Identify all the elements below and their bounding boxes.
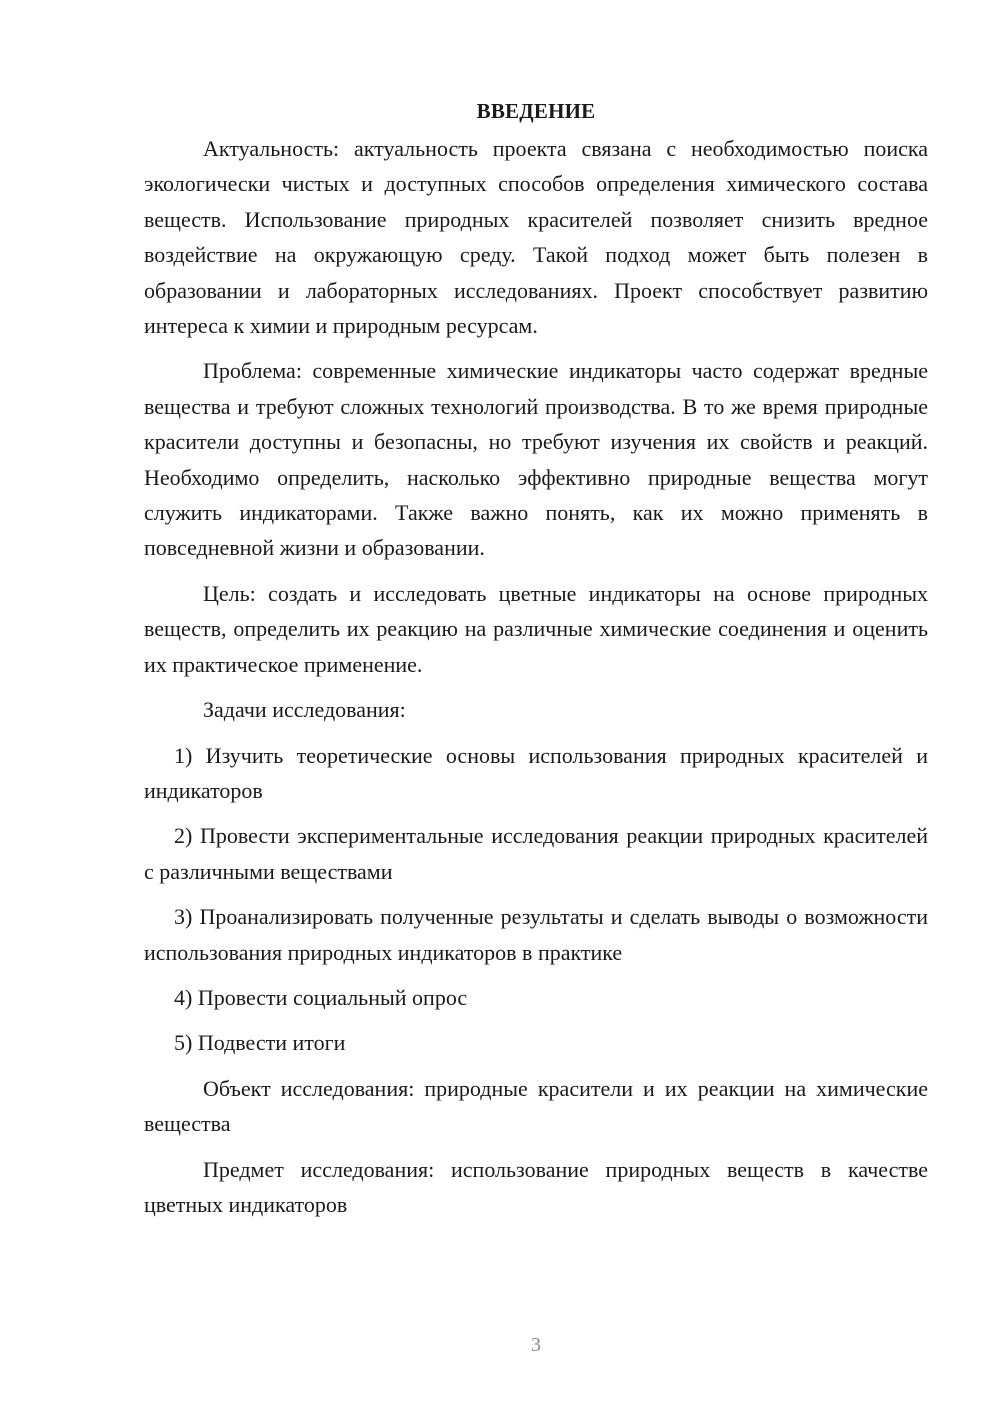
research-object-paragraph: Объект исследования: природные красители и их реакции на химические вещества (144, 1075, 928, 1137)
page-title: ВВЕДЕНИЕ (476, 99, 596, 123)
task-item-1: 1) Изучить теоретические основы использования природных красителей и индикаторов (144, 742, 928, 803)
goal-paragraph: Цель: создать и исследовать цветные индикаторы на основе природных веществ, определить их реакцию на различные химические соединения и оценить их практическое применение. (144, 580, 928, 677)
page-content (144, 96, 928, 1232)
task-item-2: 2) Провести экспериментальные исследования реакции природных красителей с различными веществами (144, 823, 928, 884)
task-item-3: 3) Проанализировать полученные результаты и сделать выводы о возможности использования природных индикаторов в практике (144, 904, 928, 965)
task-item-4: 4) Провести социальный опрос (174, 984, 468, 1010)
problem-paragraph: Проблема: современные химические индикаторы часто содержат вредные вещества и требуют сложных технологий производства. В то же время природные красители доступны и безопасны, но требуют изучения их свойств и реакций. Необходимо определить, насколько эффективно природные вещества могут служить индикаторами. Также важно понять, как их можно применять в повседневной жизни и образовании. (144, 358, 928, 561)
task-item-5: 5) Подвести итоги (174, 1030, 346, 1056)
research-subject-paragraph: Предмет исследования: использование природных веществ в качестве цветных индикаторов (144, 1156, 928, 1217)
relevance-paragraph: Актуальность: актуальность проекта связана с необходимостью поиска экологически чистых и доступных способов определения химического состава веществ. Использование природных красителей позволяет снизить вредное воздействие на окружающую среду. Такой подход может быть полезен в образовании и лабораторных исследованиях. Проект способствует развитию интереса к химии и природным ресурсам. (144, 136, 928, 339)
tasks-heading: Задачи исследования: (203, 697, 406, 723)
page-number: 3 (531, 1334, 541, 1356)
